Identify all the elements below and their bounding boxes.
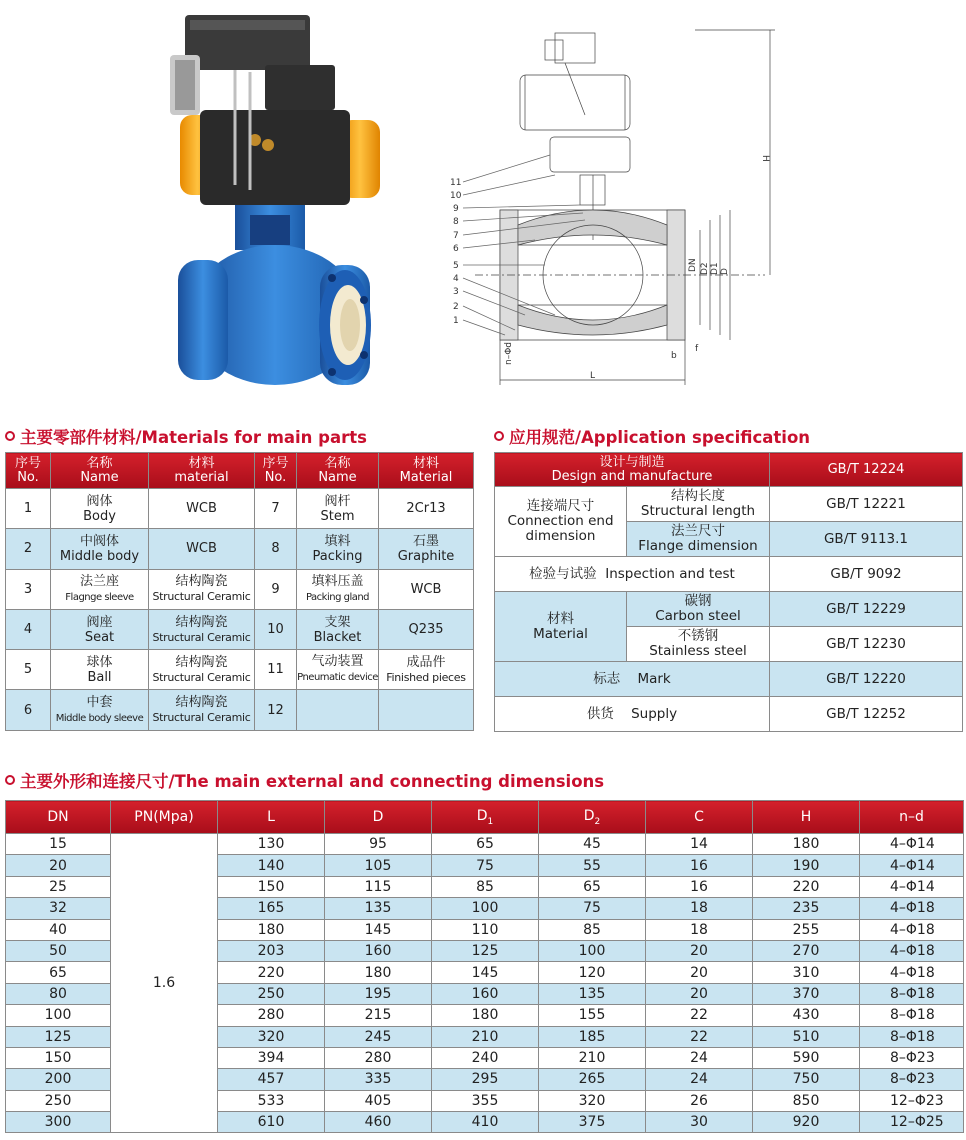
part-material: 结构陶瓷 Structural Ceramic [149, 690, 255, 730]
cell-l: 610 [218, 1112, 325, 1133]
cell-l: 320 [218, 1026, 325, 1047]
cell-d: 180 [325, 962, 432, 983]
dn-label: DN [688, 258, 698, 272]
cell-d2: 85 [539, 919, 646, 940]
cell-h: 920 [753, 1112, 860, 1133]
f-label: f [695, 344, 699, 354]
dims-header-l: L [218, 801, 325, 834]
spec-struct-std: GB/T 12221 [770, 487, 963, 522]
part-material: 2Cr13 [379, 489, 474, 529]
cell-dn: 32 [6, 898, 111, 919]
spec-material-label: 材料 Material [495, 592, 627, 662]
table-row [6, 650, 474, 690]
cell-d: 145 [325, 919, 432, 940]
cell-d1: 100 [432, 898, 539, 919]
nd-label: n–Φd [504, 341, 514, 365]
spec-design-label: 设计与制造 Design and manufacture [495, 453, 770, 487]
cell-nd: 4–Φ14 [860, 876, 964, 897]
part-11-label: 11 [450, 178, 462, 188]
spec-row-struct [495, 487, 963, 522]
cell-h: 430 [753, 1005, 860, 1026]
cell-c: 20 [646, 983, 753, 1004]
table-row [6, 834, 964, 855]
cell-c: 14 [646, 834, 753, 855]
part-6-label: 6 [453, 244, 459, 254]
cell-h: 590 [753, 1047, 860, 1068]
cell-l: 457 [218, 1069, 325, 1090]
cell-d2: 55 [539, 855, 646, 876]
part-name: 支架 Blacket [297, 609, 379, 649]
cell-c: 20 [646, 962, 753, 983]
bullet-icon [494, 431, 504, 441]
part-material: WCB [379, 569, 474, 609]
part-name: 中套 Middle body sleeve [51, 690, 149, 730]
cell-nd: 4–Φ14 [860, 855, 964, 876]
cell-d2: 265 [539, 1069, 646, 1090]
part-material: WCB [149, 489, 255, 529]
cell-dn: 250 [6, 1090, 111, 1111]
cell-l: 203 [218, 940, 325, 961]
cell-l: 150 [218, 876, 325, 897]
cell-nd: 4–Φ18 [860, 962, 964, 983]
part-no: 2 [6, 529, 51, 569]
cell-c: 26 [646, 1090, 753, 1111]
cell-d2: 75 [539, 898, 646, 919]
cell-l: 180 [218, 919, 325, 940]
part-name [297, 690, 379, 730]
cell-nd: 4–Φ18 [860, 919, 964, 940]
cell-d: 160 [325, 940, 432, 961]
materials-table-body [6, 489, 474, 731]
cell-l: 280 [218, 1005, 325, 1026]
b-label: b [671, 351, 677, 361]
cell-d: 335 [325, 1069, 432, 1090]
dims-header-dn: DN [6, 801, 111, 834]
cell-l: 220 [218, 962, 325, 983]
cell-nd: 8–Φ23 [860, 1047, 964, 1068]
cell-d1: 355 [432, 1090, 539, 1111]
cell-h: 370 [753, 983, 860, 1004]
spec-mark-std: GB/T 12220 [770, 662, 963, 697]
cell-h: 750 [753, 1069, 860, 1090]
cell-l: 250 [218, 983, 325, 1004]
cell-d2: 185 [539, 1026, 646, 1047]
cell-d1: 85 [432, 876, 539, 897]
dims-header-pn: PN(Mpa) [111, 801, 218, 834]
part-no: 10 [255, 609, 297, 649]
part-7-label: 7 [453, 231, 459, 241]
cell-c: 30 [646, 1112, 753, 1133]
dims-header-h: H [753, 801, 860, 834]
cell-h: 220 [753, 876, 860, 897]
spec-design-std: GB/T 12224 [770, 453, 963, 487]
cell-d2: 155 [539, 1005, 646, 1026]
cell-d1: 295 [432, 1069, 539, 1090]
part-no: 9 [255, 569, 297, 609]
spec-supply-std: GB/T 12252 [770, 697, 963, 732]
cell-nd: 4–Φ18 [860, 940, 964, 961]
col-header-name-2: 名称 Name [297, 453, 379, 489]
part-10-label: 10 [450, 191, 462, 201]
cell-d: 135 [325, 898, 432, 919]
cell-dn: 25 [6, 876, 111, 897]
col-header-no-2: 序号 No. [255, 453, 297, 489]
dims-header-d: D [325, 801, 432, 834]
cell-d2: 65 [539, 876, 646, 897]
spec-row-mark [495, 662, 963, 697]
cell-l: 165 [218, 898, 325, 919]
cell-c: 22 [646, 1026, 753, 1047]
spec-stainless-std: GB/T 12230 [770, 627, 963, 662]
part-name: 填料 Packing [297, 529, 379, 569]
dims-section-title: 主要外形和连接尺寸/The main external and connecting dimensions [5, 768, 604, 792]
part-4-label: 4 [453, 274, 459, 284]
part-material: Q235 [379, 609, 474, 649]
d1-label: D1 [710, 262, 720, 275]
cell-c: 24 [646, 1047, 753, 1068]
cell-pn: 1.6 [111, 834, 218, 1133]
cell-d1: 125 [432, 940, 539, 961]
valve-section-drawing [445, 25, 780, 395]
part-material: 成品件 Finished pieces [379, 650, 474, 690]
part-name: 法兰座 Flagnge sleeve [51, 569, 149, 609]
cell-d1: 410 [432, 1112, 539, 1133]
cell-d: 405 [325, 1090, 432, 1111]
spec-flange-std: GB/T 9113.1 [770, 522, 963, 557]
cell-dn: 40 [6, 919, 111, 940]
cell-d: 195 [325, 983, 432, 1004]
cell-h: 235 [753, 898, 860, 919]
cell-dn: 65 [6, 962, 111, 983]
part-8-label: 8 [453, 217, 459, 227]
cell-c: 16 [646, 876, 753, 897]
materials-table [5, 452, 474, 731]
materials-header-row [6, 453, 474, 489]
part-name: 阀座 Seat [51, 609, 149, 649]
spec-carbon-label: 碳钢 Carbon steel [627, 592, 770, 627]
cell-h: 255 [753, 919, 860, 940]
cell-d2: 100 [539, 940, 646, 961]
part-material: 结构陶瓷 Structural Ceramic [149, 569, 255, 609]
cell-h: 850 [753, 1090, 860, 1111]
cell-nd: 12–Φ23 [860, 1090, 964, 1111]
part-name: 气动装置 Pneumatic device [297, 650, 379, 690]
cell-dn: 100 [6, 1005, 111, 1026]
part-material: WCB [149, 529, 255, 569]
cell-d: 95 [325, 834, 432, 855]
part-material [379, 690, 474, 730]
spec-insp-label: 检验与试验 Inspection and test [495, 557, 770, 592]
cell-c: 22 [646, 1005, 753, 1026]
part-no: 8 [255, 529, 297, 569]
cell-d: 215 [325, 1005, 432, 1026]
spec-conn-label: 连接端尺寸 Connection end dimension [495, 487, 627, 557]
cell-d: 105 [325, 855, 432, 876]
dims-header-row [6, 801, 964, 834]
cell-nd: 4–Φ14 [860, 834, 964, 855]
spec-mark-label: 标志 Mark [495, 662, 770, 697]
col-header-material-2: 材料 Material [379, 453, 474, 489]
cell-dn: 300 [6, 1112, 111, 1133]
table-row [6, 609, 474, 649]
spec-supply-label: 供货 Supply [495, 697, 770, 732]
cell-d1: 145 [432, 962, 539, 983]
part-no: 7 [255, 489, 297, 529]
cell-d1: 75 [432, 855, 539, 876]
cell-d: 460 [325, 1112, 432, 1133]
cell-d: 280 [325, 1047, 432, 1068]
cell-l: 140 [218, 855, 325, 876]
dimensions-table [5, 800, 964, 1133]
part-no: 6 [6, 690, 51, 730]
spec-carbon-std: GB/T 12229 [770, 592, 963, 627]
spec-row-supply [495, 697, 963, 732]
cell-dn: 125 [6, 1026, 111, 1047]
h-label: H [760, 155, 770, 162]
cell-l: 394 [218, 1047, 325, 1068]
cell-h: 510 [753, 1026, 860, 1047]
cell-nd: 8–Φ18 [860, 1005, 964, 1026]
d2-label: D2 [700, 262, 710, 275]
spec-stainless-label: 不锈钢 Stainless steel [627, 627, 770, 662]
table-row [6, 690, 474, 730]
part-name: 阀杆 Stem [297, 489, 379, 529]
cell-dn: 50 [6, 940, 111, 961]
part-9-label: 9 [453, 204, 459, 214]
cell-dn: 150 [6, 1047, 111, 1068]
cell-c: 18 [646, 919, 753, 940]
part-no: 11 [255, 650, 297, 690]
l-label: L [590, 371, 596, 381]
cell-d1: 240 [432, 1047, 539, 1068]
cell-d1: 210 [432, 1026, 539, 1047]
cell-nd: 12–Φ25 [860, 1112, 964, 1133]
spec-struct-label: 结构长度 Structural length [627, 487, 770, 522]
cell-h: 190 [753, 855, 860, 876]
cell-l: 130 [218, 834, 325, 855]
cell-d2: 210 [539, 1047, 646, 1068]
table-row [6, 529, 474, 569]
cell-dn: 80 [6, 983, 111, 1004]
cell-nd: 4–Φ18 [860, 898, 964, 919]
dims-header-d1: $D_1$ [432, 801, 539, 834]
part-name: 中阀体 Middle body [51, 529, 149, 569]
spec-row-inspection [495, 557, 963, 592]
cell-nd: 8–Φ23 [860, 1069, 964, 1090]
cell-d1: 110 [432, 919, 539, 940]
table-row [6, 569, 474, 609]
bullet-icon [5, 431, 15, 441]
part-no: 1 [6, 489, 51, 529]
col-header-name: 名称 Name [51, 453, 149, 489]
cell-dn: 20 [6, 855, 111, 876]
col-header-no: 序号 No. [6, 453, 51, 489]
dims-header-c: C [646, 801, 753, 834]
part-no: 5 [6, 650, 51, 690]
spec-insp-std: GB/T 9092 [770, 557, 963, 592]
cell-d2: 120 [539, 962, 646, 983]
cell-h: 310 [753, 962, 860, 983]
spec-row-design [495, 453, 963, 487]
part-no: 12 [255, 690, 297, 730]
spec-row-carbon [495, 592, 963, 627]
d-label: D [720, 268, 730, 275]
col-header-material: 材料 material [149, 453, 255, 489]
cell-d: 115 [325, 876, 432, 897]
dimensions-table-body [6, 834, 964, 1133]
dims-header-nd: n–d [860, 801, 964, 834]
part-name: 填料压盖 Packing gland [297, 569, 379, 609]
cell-c: 24 [646, 1069, 753, 1090]
cell-d1: 65 [432, 834, 539, 855]
cell-d2: 135 [539, 983, 646, 1004]
spec-table [494, 452, 963, 732]
cell-d: 245 [325, 1026, 432, 1047]
bullet-icon [5, 775, 15, 785]
cell-dn: 200 [6, 1069, 111, 1090]
cell-h: 270 [753, 940, 860, 961]
cell-l: 533 [218, 1090, 325, 1111]
part-material: 石墨 Graphite [379, 529, 474, 569]
spec-flange-label: 法兰尺寸 Flange dimension [627, 522, 770, 557]
part-material: 结构陶瓷 Structural Ceramic [149, 609, 255, 649]
part-name: 球体 Ball [51, 650, 149, 690]
part-name: 阀体 Body [51, 489, 149, 529]
materials-section-title: 主要零部件材料/Materials for main parts [5, 424, 367, 448]
cell-d1: 180 [432, 1005, 539, 1026]
cell-d2: 45 [539, 834, 646, 855]
part-5-label: 5 [453, 261, 459, 271]
cell-h: 180 [753, 834, 860, 855]
cell-c: 16 [646, 855, 753, 876]
cell-c: 20 [646, 940, 753, 961]
part-2-label: 2 [453, 302, 459, 312]
cell-nd: 8–Φ18 [860, 1026, 964, 1047]
dims-header-d2: $D_2$ [539, 801, 646, 834]
valve-product-photo [150, 10, 400, 405]
cell-d2: 375 [539, 1112, 646, 1133]
cell-c: 18 [646, 898, 753, 919]
part-3-label: 3 [453, 287, 459, 297]
part-no: 4 [6, 609, 51, 649]
part-no: 3 [6, 569, 51, 609]
cell-d1: 160 [432, 983, 539, 1004]
table-row [6, 489, 474, 529]
part-1-label: 1 [453, 316, 459, 326]
cell-nd: 8–Φ18 [860, 983, 964, 1004]
cell-dn: 15 [6, 834, 111, 855]
part-material: 结构陶瓷 Structural Ceramic [149, 650, 255, 690]
spec-section-title: 应用规范/Application specification [494, 424, 810, 448]
cell-d2: 320 [539, 1090, 646, 1111]
